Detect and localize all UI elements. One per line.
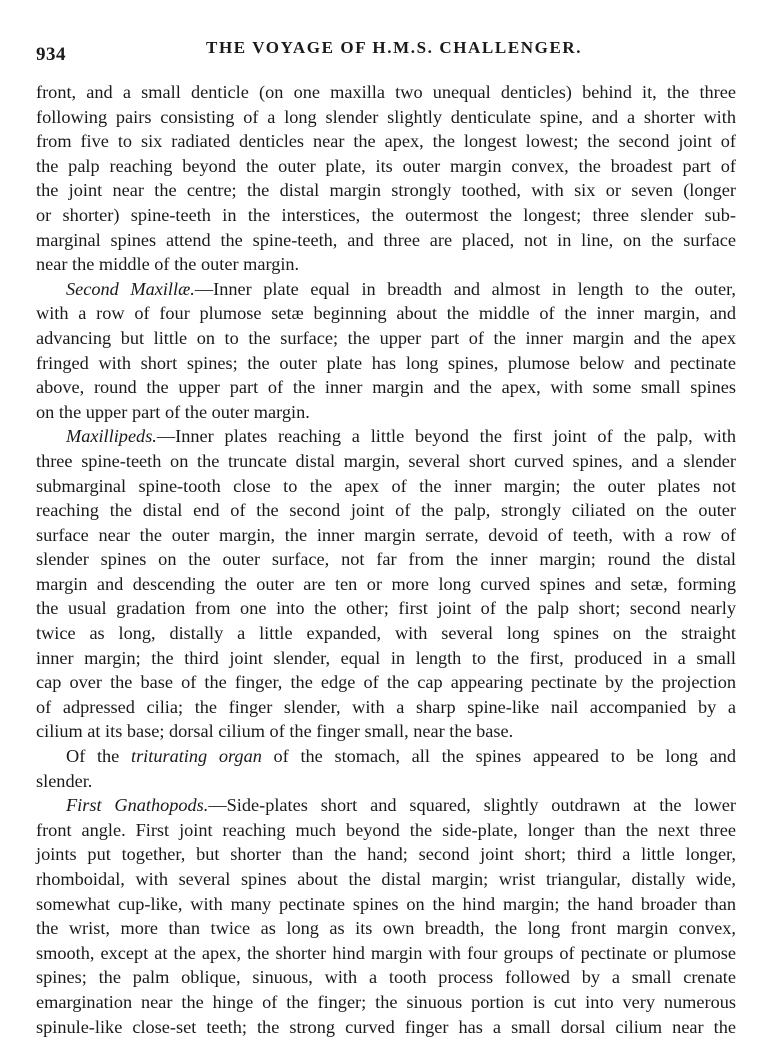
text-line: fringed with short spines; the outer plate has long spines, plumose below and pectinate xyxy=(36,352,736,373)
section-heading: Maxillipeds. xyxy=(66,426,157,447)
text-line: inner margin; the third joint slender, equal in length to the first, produced in a small xyxy=(36,647,736,668)
text-line: advancing but little on to the surface; the upper part of the inner margin and the apex xyxy=(36,327,736,348)
page-header xyxy=(36,36,740,66)
section-heading: First Gnathopods. xyxy=(66,795,209,816)
text-line: the wrist, more than twice as long as its own breadth, the long front margin convex, xyxy=(36,918,736,939)
running-title: THE VOYAGE OF H.M.S. CHALLENGER. xyxy=(206,38,583,57)
text-line: with a row of four plumose setæ beginning about the middle of the inner margin, and xyxy=(36,303,736,324)
text-line: submarginal spine-tooth close to the apex of the inner margin; the outer plates not xyxy=(36,475,736,496)
text-line: following pairs consisting of a long slender slightly denticulate spine, and a shorter with xyxy=(36,106,736,127)
text-line: Second Maxillæ.—Inner plate equal in breadth and almost in length to the outer, xyxy=(66,278,736,299)
text-line: above, round the upper part of the inner margin and the apex, with some small spines xyxy=(36,377,736,398)
text-line: margin and descending the outer are ten or more long curved spines and setæ, forming xyxy=(36,573,736,594)
text-line: on the upper part of the outer margin. xyxy=(36,401,310,422)
text-line: Maxillipeds.—Inner plates reaching a little beyond the first joint of the palp, with xyxy=(66,426,736,447)
text-line: reaching the distal end of the second joint of the palp, strongly ciliated on the outer xyxy=(36,500,736,521)
text-line: smooth, except at the apex, the shorter hind margin with four groups of pectinate or plumose xyxy=(36,942,736,963)
page-number: 934 xyxy=(36,44,66,65)
text-line: cilium at its base; dorsal cilium of the finger small, near the base. xyxy=(36,721,514,742)
text-line: the joint near the centre; the distal margin strongly toothed, with six or seven (longer xyxy=(36,180,736,201)
paragraph-second-maxillae xyxy=(36,277,736,425)
text-line: slender spines on the outer surface, not far from the inner margin; round the distal xyxy=(36,549,736,570)
text-line: near the middle of the outer margin. xyxy=(36,254,300,275)
text-line: front angle. First joint reaching much beyond the side-plate, longer than the next three xyxy=(36,819,736,840)
text-line: slender. xyxy=(36,770,93,791)
text-line: the usual gradation from one into the other; first joint of the palp short; second nearly xyxy=(36,598,736,619)
text-line: three spine-teeth on the truncate distal margin, several short curved spines, and a slender xyxy=(36,450,736,471)
text-line: spinule-like close-set teeth; the strong curved finger has a small dorsal cilium near the xyxy=(36,1016,736,1037)
text-line: the palp reaching beyond the outer plate, its outer margin convex, the broadest part of xyxy=(36,155,736,176)
paragraph-first-maxillae-continued xyxy=(36,80,736,277)
text-line: First Gnathopods.—Side-plates short and squared, slightly outdrawn at the lower xyxy=(66,795,736,816)
text-line: rhomboidal, with several spines about the distal margin; wrist triangular, distally wide, xyxy=(36,869,736,889)
text-line: or shorter) spine-teeth in the interstices, the outermost the longest; three slender sub- xyxy=(36,204,736,225)
paragraph-maxillipeds xyxy=(36,424,736,744)
text-line: marginal spines attend the spine-teeth, and three are placed, not in line, on the surface xyxy=(36,229,736,250)
section-heading: Second Maxillæ. xyxy=(66,278,195,299)
text-line: spines; the palm oblique, sinuous, with a tooth process followed by a small crenate xyxy=(36,967,736,988)
text-line: emargination near the hinge of the finger; the sinuous portion is cut into very numerous xyxy=(36,991,736,1012)
body-text xyxy=(36,80,736,1039)
text-line: somewhat cup-like, with many pectinate spines on the hind margin; the hand broader than xyxy=(36,893,736,914)
text-line: of adpressed cilia; the finger slender, with a sharp spine-like nail accompanied by a xyxy=(36,696,736,717)
text-line: cap over the base of the finger, the edge of the cap appearing pectinate by the projection xyxy=(36,672,736,693)
text-line: front, and a small denticle (on one maxilla two unequal denticles) behind it, the three xyxy=(36,82,736,102)
text-line: joints put together, but shorter than the hand; second joint short; third a little longer, xyxy=(36,844,736,865)
italic-term: triturating organ xyxy=(130,746,262,767)
text-line: from five to six radiated denticles near the apex, the longest lowest; the second joint of xyxy=(36,131,736,152)
text-line: surface near the outer margin, the inner margin serrate, devoid of teeth, with a row of xyxy=(36,524,736,545)
paragraph-first-gnathopods xyxy=(36,793,736,1039)
text-line: twice as long, distally a little expanded, with several long spines on the straight xyxy=(36,623,736,644)
paragraph-triturating-organ xyxy=(36,744,736,793)
text-line: Of the triturating organ of the stomach, all the spines appeared to be long and xyxy=(66,746,737,767)
